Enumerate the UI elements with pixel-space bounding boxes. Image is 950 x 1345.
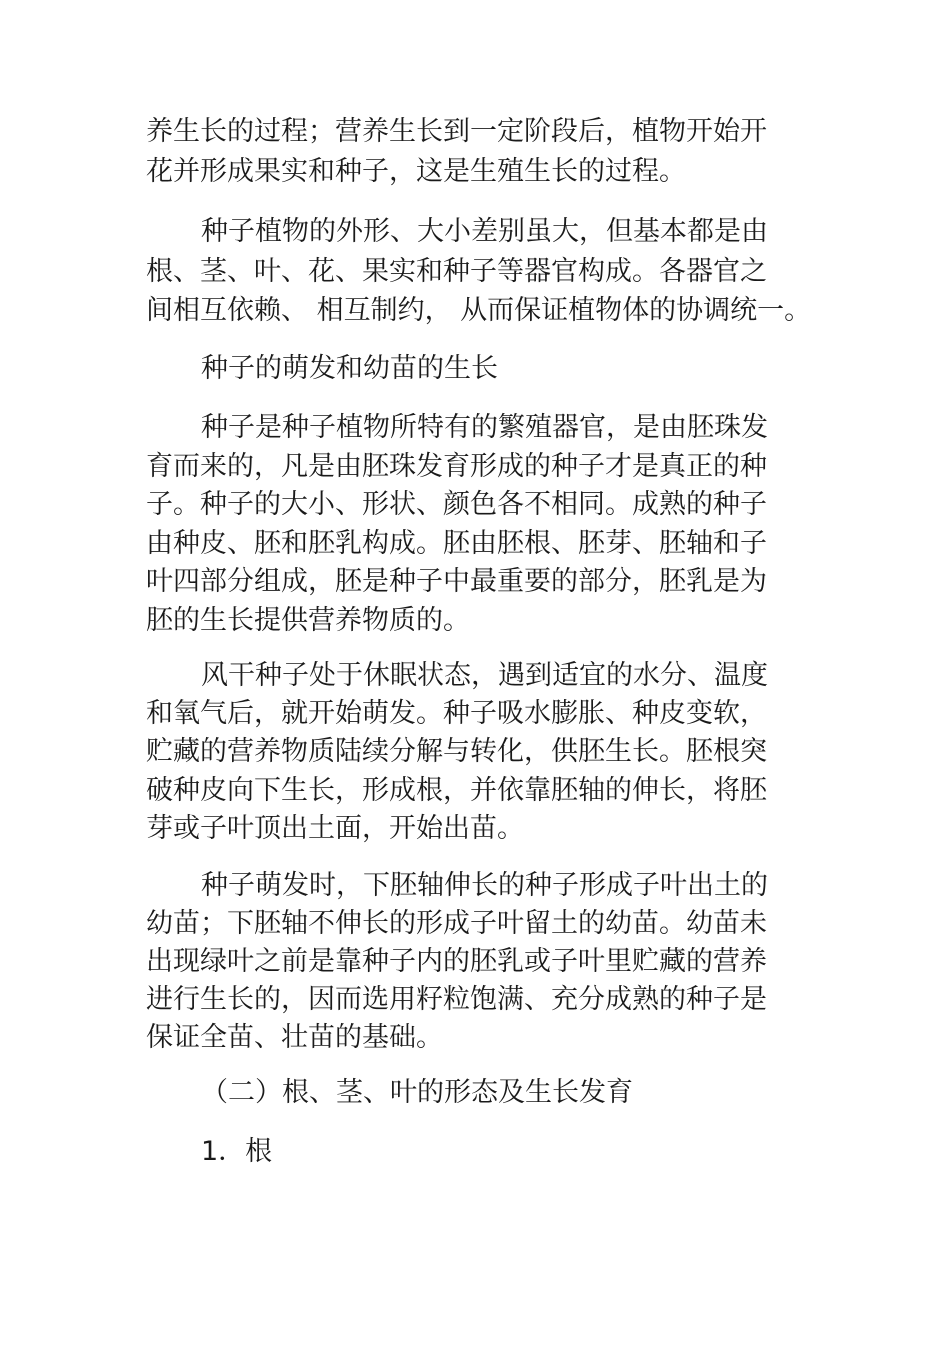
text-line: 由种皮、胚和胚乳构成。胚由胚根、胚芽、胚轴和子 xyxy=(146,528,767,559)
text-line: 种子植物的外形、大小差别虽大，但基本都是由 xyxy=(201,216,768,247)
text-line: 花并形成果实和种子，这是生殖生长的过程。 xyxy=(146,156,686,187)
text-line: 养生长的过程；营养生长到一定阶段后，植物开始开 xyxy=(146,116,767,147)
text-line: 破种皮向下生长，形成根，并依靠胚轴的伸长，将胚 xyxy=(146,775,767,806)
text-line: 间相互依赖、 相互制约， 从而保证植物体的协调统一。 xyxy=(146,295,812,326)
text-line: 进行生长的，因而选用籽粒饱满、充分成熟的种子是 xyxy=(146,984,767,1015)
text-line: 种子萌发时，下胚轴伸长的种子形成子叶出土的 xyxy=(201,870,768,901)
text-line: 风干种子处于休眠状态，遇到适宜的水分、温度 xyxy=(201,660,768,691)
text-line: 育而来的，凡是由胚珠发育形成的种子才是真正的种 xyxy=(146,451,767,482)
text-line: 保证全苗、壮苗的基础。 xyxy=(146,1022,443,1053)
section-heading: （二）根、茎、叶的形态及生长发育 xyxy=(201,1077,633,1108)
text-line: 叶四部分组成，胚是种子中最重要的部分，胚乳是为 xyxy=(146,566,767,597)
text-line: 根、茎、叶、花、果实和种子等器官构成。各器官之 xyxy=(146,256,767,287)
text-line: 种子是种子植物所特有的繁殖器官，是由胚珠发 xyxy=(201,412,768,443)
section-heading: 种子的萌发和幼苗的生长 xyxy=(201,353,498,384)
text-line: 胚的生长提供营养物质的。 xyxy=(146,605,470,636)
text-line: 出现绿叶之前是靠种子内的胚乳或子叶里贮藏的营养 xyxy=(146,946,767,977)
text-line: 贮藏的营养物质陆续分解与转化，供胚生长。胚根突 xyxy=(146,736,767,767)
text-line: 子。种子的大小、形状、颜色各不相同。成熟的种子 xyxy=(146,489,767,520)
text-line: 幼苗；下胚轴不伸长的形成子叶留土的幼苗。幼苗未 xyxy=(146,908,767,939)
text-line: 芽或子叶顶出土面，开始出苗。 xyxy=(146,813,524,844)
text-line: 和氧气后，就开始萌发。种子吸水膨胀、种皮变软， xyxy=(146,698,767,729)
subsection-heading: 1．根 xyxy=(201,1136,273,1167)
